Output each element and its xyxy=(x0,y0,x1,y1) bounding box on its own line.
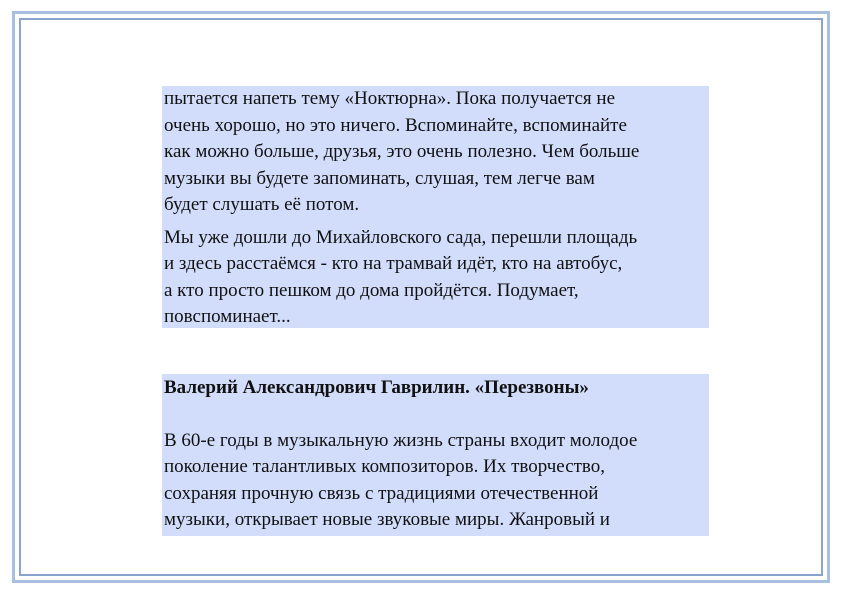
paragraph-nocturne: пытается напеть тему «Ноктюрна». Пока получается не очень хорошо, но это ничего. Вспоминайте, вспоминайте как можно больше, друзья, это очень полезно. Чем больше музыки вы будете запоминать, слушая, тем легче вам будет слушать её потом. xyxy=(164,88,640,215)
section-heading: Валерий Александрович Гаврилин. «Перезвоны» xyxy=(164,377,589,398)
paragraph-sixties-composers: В 60-е годы в музыкальную жизнь страны входит молодое поколение талантливых композиторов. Их творчество, сохраняя прочную связь с традициями отечественной музыки, открывает новые звуковые миры. Жанровый и xyxy=(164,429,638,530)
paragraph-mikhailovsky-garden: Мы уже дошли до Михайловского сада, перешли площадь и здесь расстаёмся - кто на трамвай идёт, кто на автобус, а кто просто пешком до дома пройдётся. Подумает, повспоминает... xyxy=(164,226,638,327)
text-block-perezvony xyxy=(162,374,709,536)
text-block-nocturne xyxy=(162,86,709,328)
